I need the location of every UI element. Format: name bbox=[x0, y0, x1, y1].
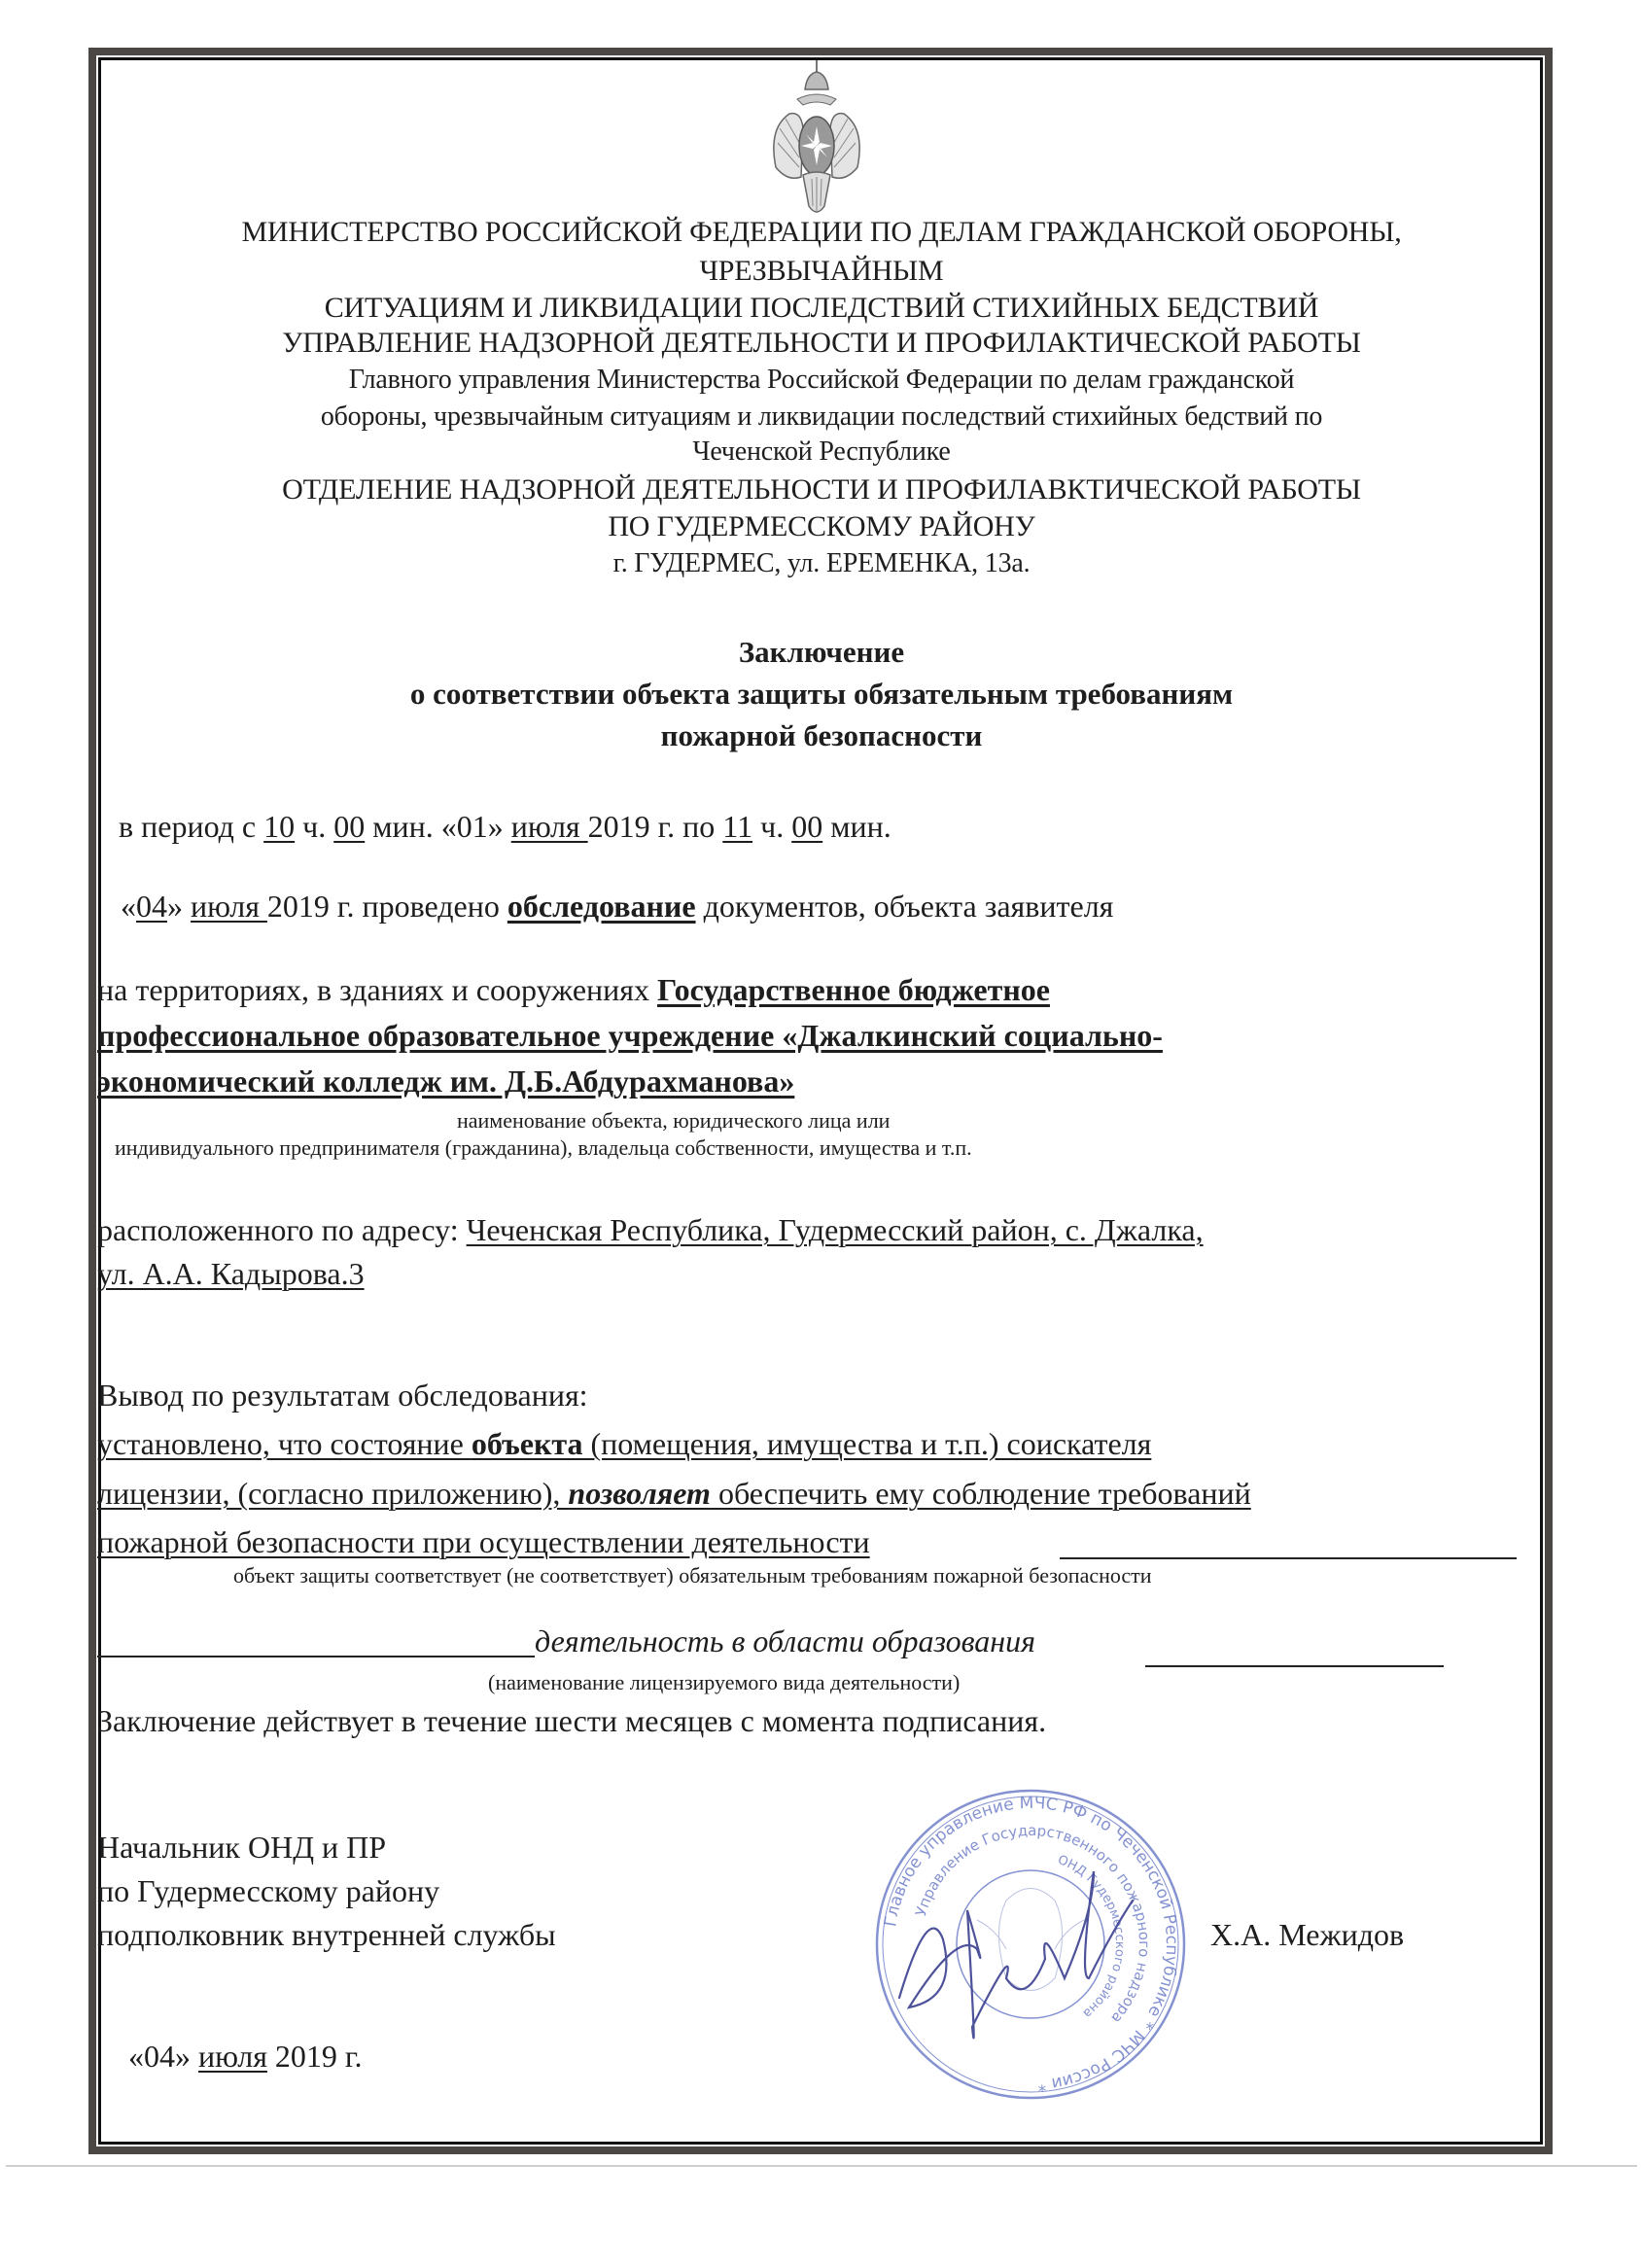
header-line: Чеченской Республике bbox=[692, 436, 951, 467]
inspection-day: 04 bbox=[136, 889, 167, 924]
date-month: июля bbox=[198, 2039, 267, 2074]
conclusion-line-1 bbox=[97, 1424, 1151, 1463]
conclusion-text: лицензии, (согласно приложению), bbox=[97, 1476, 569, 1511]
date-year: 2019 г. bbox=[266, 2039, 363, 2074]
conclusion-line-3: пожарной безопасности при осуществлении деятельности bbox=[97, 1524, 870, 1559]
signer-name: Х.А. Межидов bbox=[1210, 1917, 1405, 1952]
conclusion-caption: объект защиты соответствует (не соответствует) обязательным требованиям пожарной безопасности bbox=[233, 1563, 1152, 1588]
year-from: 2019 г. по bbox=[587, 809, 723, 844]
validity-statement: Заключение действует в течение шести месяцев с момента подписания. bbox=[97, 1703, 1047, 1738]
header-line: ПО ГУДЕРМЕССКОМУ РАЙОНУ bbox=[608, 510, 1035, 542]
end-minute: 00 bbox=[791, 809, 823, 844]
date-day: «04» bbox=[128, 2039, 198, 2074]
title-line: о соответствии объекта защиты обязательным требованиям bbox=[409, 677, 1234, 711]
signature-date bbox=[128, 2037, 362, 2076]
object-caption-2: индивидуального предпринимателя (гражданина), владельца собственности, имущества и т.п. bbox=[115, 1135, 972, 1160]
inspection-year: 2019 г. проведено bbox=[266, 889, 507, 924]
object-prefix: на территориях, в зданиях и сооружениях bbox=[97, 972, 658, 1007]
end-hour: 11 bbox=[722, 809, 753, 844]
title-line: пожарной безопасности bbox=[660, 718, 983, 752]
conclusion-heading: Вывод по результатам обследования: bbox=[97, 1378, 588, 1413]
object-name-line-2: профессиональное образовательное учреждение «Джалкинский социально- bbox=[97, 1018, 1163, 1053]
start-hour: 10 bbox=[263, 809, 296, 844]
title-line: Заключение bbox=[738, 635, 905, 669]
inspection-month: июля bbox=[191, 889, 267, 924]
official-stamp-icon bbox=[870, 1784, 1191, 2105]
signer-position-2: по Гудермесскому району bbox=[97, 1873, 440, 1908]
inspection-rest: документов, объекта заявителя bbox=[695, 889, 1114, 924]
signer-position-1: Начальник ОНД и ПР bbox=[97, 1830, 387, 1865]
address-value: Чеченская Республика, Гудермесский район, с. Джалка, bbox=[466, 1212, 1204, 1247]
quote: » bbox=[167, 889, 191, 924]
inspection-period bbox=[119, 807, 891, 846]
blank-line bbox=[1145, 1665, 1444, 1667]
blank-line bbox=[1060, 1557, 1517, 1559]
blank-line bbox=[97, 1656, 535, 1657]
object-name-line-3: экономический колледж им. Д.Б.Абдурахманова» bbox=[97, 1064, 795, 1099]
header-line: Главного управления Министерства Российской Федерации по делам гражданской bbox=[348, 365, 1295, 395]
hour-label: ч. bbox=[295, 809, 334, 844]
conclusion-object: объекта bbox=[471, 1426, 583, 1461]
conclusion-text: обеспечить ему соблюдение требований bbox=[710, 1476, 1251, 1511]
header-address: г. ГУДЕРМЕС, ул. ЕРЕМЕНКА, 13а. bbox=[612, 548, 1031, 578]
minute-label: мин. bbox=[822, 809, 891, 844]
object-name: Государственное бюджетное bbox=[657, 972, 1050, 1007]
conclusion-text: (помещения, имущества и т.п.) соискателя bbox=[582, 1426, 1152, 1461]
emch-emblem-icon bbox=[768, 60, 865, 221]
licensed-activity: деятельность в области образования bbox=[535, 1623, 1036, 1658]
object-caption-1: наименование объекта, юридического лица или bbox=[457, 1108, 891, 1133]
header-line: СИТУАЦИЯМ И ЛИКВИДАЦИИ ПОСЛЕДСТВИЙ СТИХИЙНЫХ БЕДСТВИЙ bbox=[324, 292, 1319, 324]
signer-rank: подполковник внутренней службы bbox=[97, 1917, 556, 1952]
header-line: УПРАВЛЕНИЕ НАДЗОРНОЙ ДЕЯТЕЛЬНОСТИ И ПРОФИЛАКТИЧЕСКОЙ РАБОТЫ bbox=[282, 327, 1361, 359]
header-line: ОТДЕЛЕНИЕ НАДЗОРНОЙ ДЕЯТЕЛЬНОСТИ И ПРОФИЛАВКТИЧЕСКОЙ РАБОТЫ bbox=[282, 473, 1361, 506]
minute-label: мин. «01» bbox=[365, 809, 511, 844]
stamp-middle-text: Управление Государственного пожарного надзора bbox=[912, 1821, 1154, 2027]
stamp-outer-text: Главное управление МЧС РФ по Чеченской Республике * МЧС России * bbox=[881, 1793, 1182, 2095]
conclusion-verdict: позволяет bbox=[568, 1476, 711, 1511]
object-line-1 bbox=[97, 970, 1050, 1009]
address-line-2: ул. А.А. Кадырова.3 bbox=[97, 1256, 365, 1291]
address-prefix: расположенного по адресу: bbox=[97, 1212, 467, 1247]
hour-label: ч. bbox=[752, 809, 792, 844]
inspection-type: обследование bbox=[507, 889, 696, 924]
stamp-inner-text: ОНД Гудермесского района bbox=[1055, 1852, 1128, 2021]
inspection-date-line bbox=[121, 887, 1113, 925]
start-minute: 00 bbox=[333, 809, 366, 844]
conclusion-text: установлено, что состояние bbox=[97, 1426, 472, 1461]
header-line: ЧРЕЗВЫЧАЙНЫМ bbox=[699, 255, 944, 287]
header-line: МИНИСТЕРСТВО РОССИЙСКОЙ ФЕДЕРАЦИИ ПО ДЕЛАМ ГРАЖДАНСКОЙ ОБОРОНЫ, bbox=[241, 216, 1402, 248]
conclusion-line-2 bbox=[97, 1474, 1251, 1513]
address-line-1 bbox=[97, 1210, 1204, 1249]
header-line: обороны, чрезвычайным ситуациям и ликвидации последствий стихийных бедствий по bbox=[320, 401, 1323, 432]
start-month: июля bbox=[510, 809, 588, 844]
period-prefix: в период с bbox=[119, 809, 264, 844]
quote: « bbox=[121, 889, 136, 924]
activity-caption: (наименование лицензируемого вида деятельности) bbox=[488, 1670, 961, 1694]
